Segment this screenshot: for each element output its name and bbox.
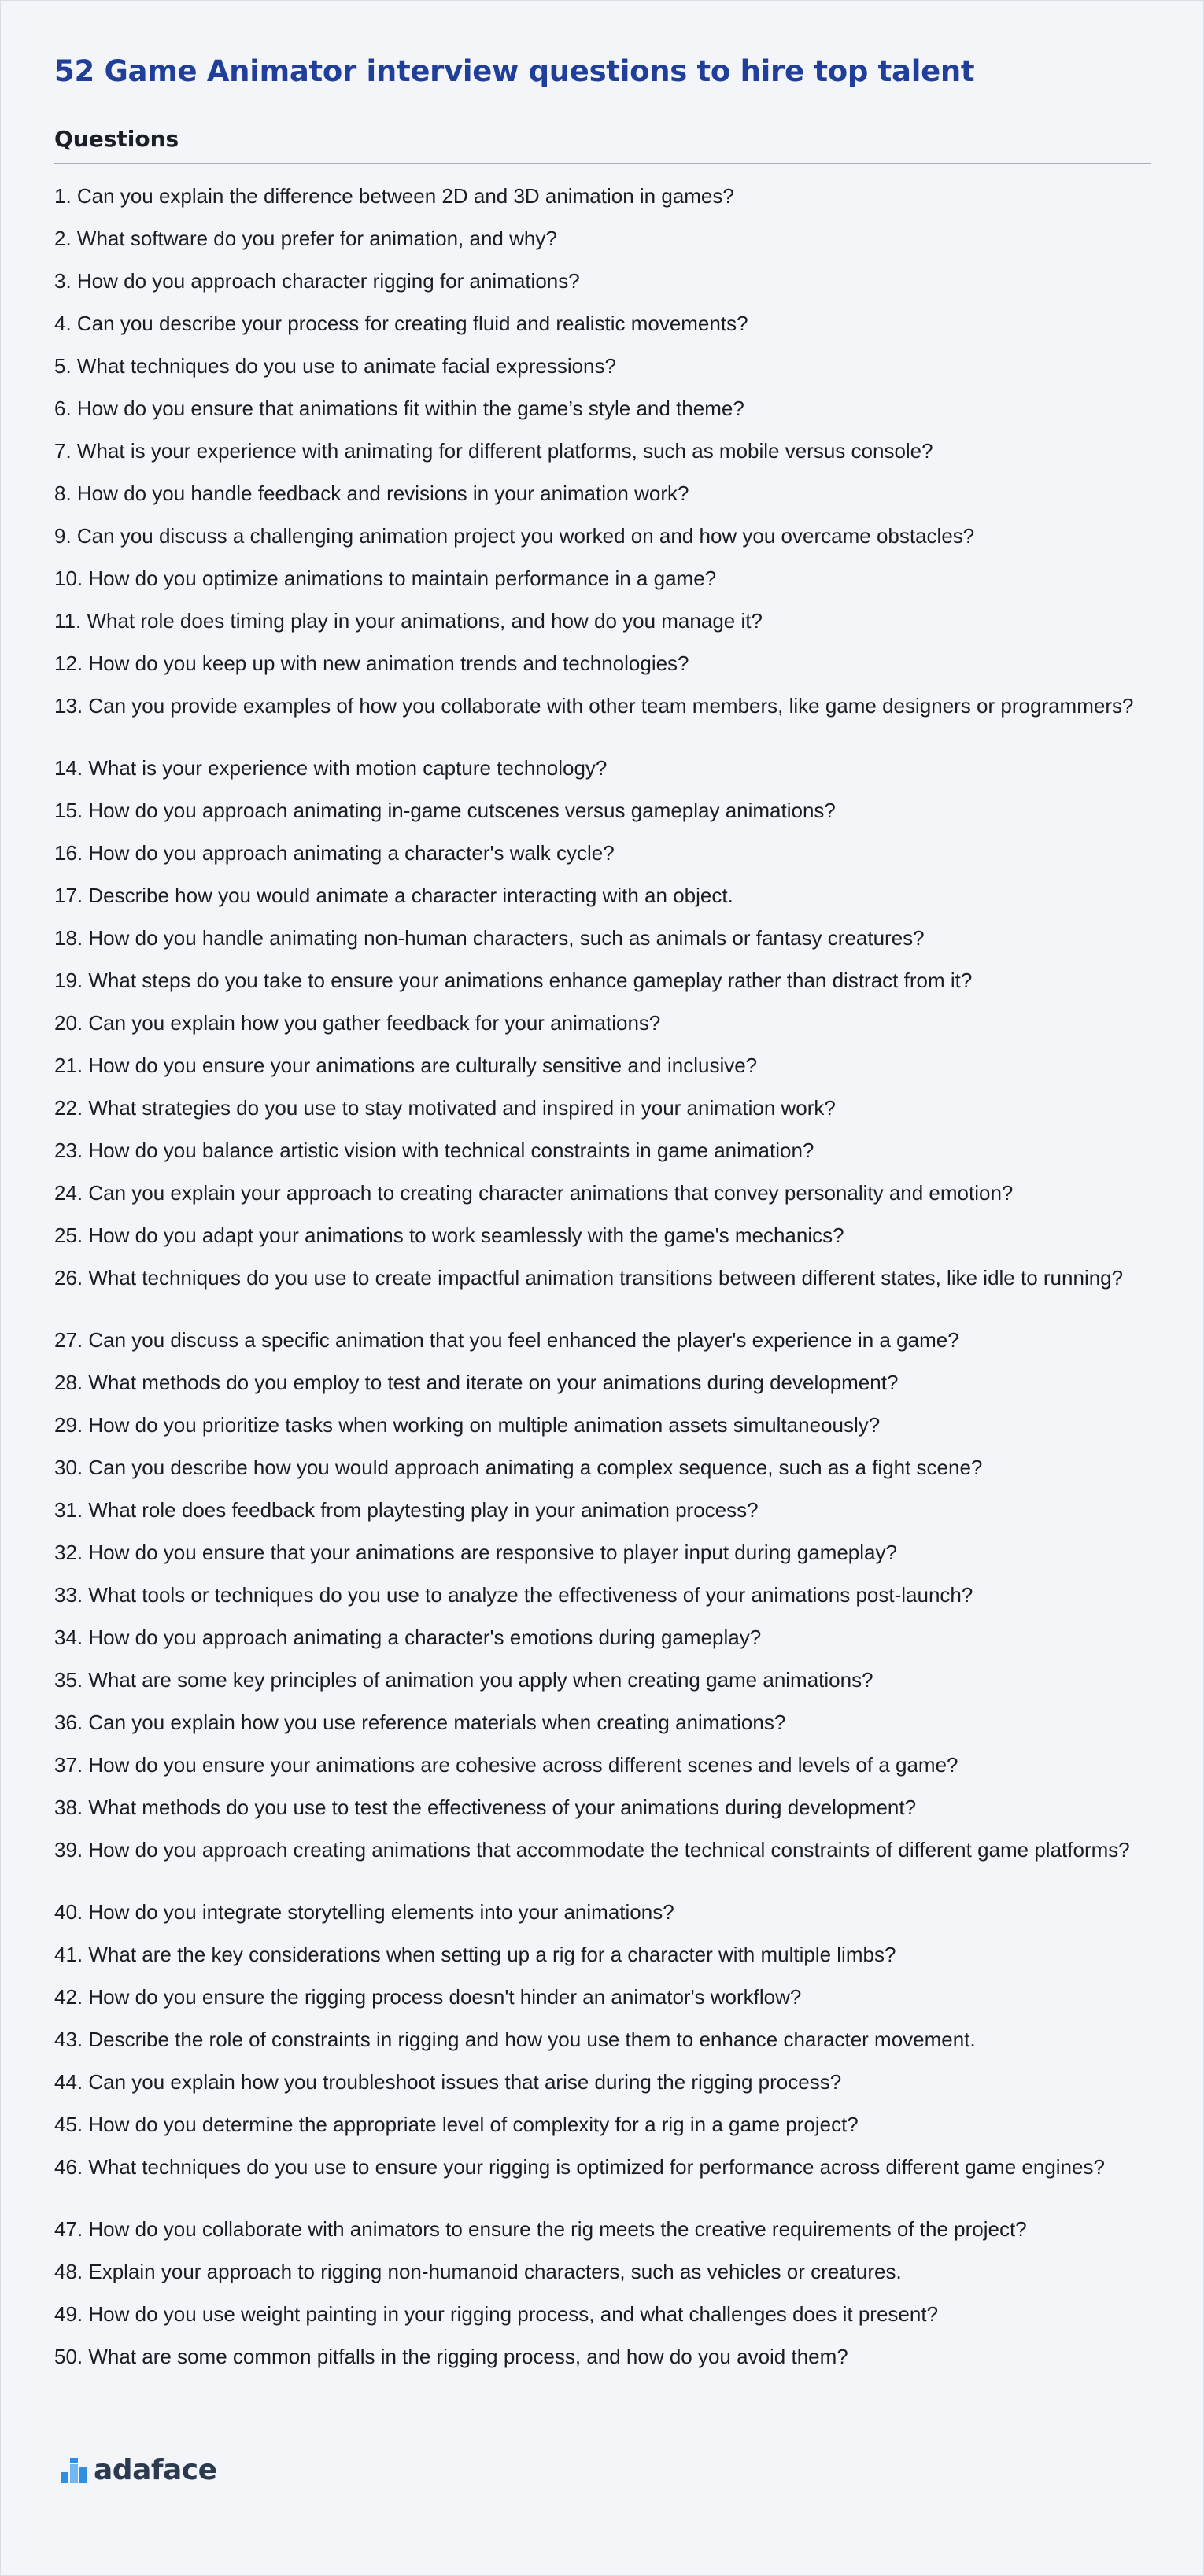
question-item: 35. What are some key principles of animation you apply when creating game animations?: [54, 1668, 873, 1692]
question-item: 4. Can you describe your process for creating fluid and realistic movements?: [54, 312, 748, 335]
question-item: 30. Can you describe how you would approach animating a complex sequence, such as a fight scene?: [54, 1456, 983, 1479]
question-item: 27. Can you discuss a specific animation that you feel enhanced the player's experience in a game?: [54, 1328, 959, 1352]
question-item: 10. How do you optimize animations to maintain performance in a game?: [54, 566, 717, 590]
question-item: 23. How do you balance artistic vision with technical constraints in game animation?: [54, 1139, 814, 1162]
adaface-logo-icon: [61, 2458, 87, 2483]
question-item: 11. What role does timing play in your animations, and how do you manage it?: [54, 609, 763, 633]
question-item: 20. Can you explain how you gather feedback for your animations?: [54, 1011, 661, 1035]
question-item: 25. How do you adapt your animations to work seamlessly with the game's mechanics?: [54, 1223, 844, 1247]
question-item: 3. How do you approach character rigging for animations?: [54, 269, 580, 293]
question-item: 38. What methods do you use to test the effectiveness of your animations during development?: [54, 1795, 917, 1819]
question-item: 21. How do you ensure your animations are culturally sensitive and inclusive?: [54, 1054, 758, 1077]
question-item: 41. What are the key considerations when setting up a rig for a character with multiple limbs?: [54, 1943, 896, 1966]
question-item: 33. What tools or techniques do you use to analyze the effectiveness of your animations post-launch?: [54, 1583, 973, 1607]
section-divider: [54, 163, 1151, 164]
question-item: 22. What strategies do you use to stay motivated and inspired in your animation work?: [54, 1096, 836, 1120]
question-item: 43. Describe the role of constraints in rigging and how you use them to enhance character movement.: [54, 2028, 976, 2051]
question-item: 16. How do you approach animating a character's walk cycle?: [54, 841, 615, 865]
question-item: 15. How do you approach animating in-game cutscenes versus gameplay animations?: [54, 799, 836, 822]
question-item: 44. Can you explain how you troubleshoot issues that arise during the rigging process?: [54, 2070, 842, 2094]
footer-logo[interactable]: [61, 2454, 217, 2486]
question-item: 29. How do you prioritize tasks when working on multiple animation assets simultaneously?: [54, 1413, 881, 1437]
question-item: 18. How do you handle animating non-human characters, such as animals or fantasy creatures?: [54, 926, 925, 950]
question-item: 8. How do you handle feedback and revisions in your animation work?: [54, 482, 689, 505]
question-item: 1. Can you explain the difference between 2D and 3D animation in games?: [54, 184, 734, 208]
question-item: 47. How do you collaborate with animators to ensure the rig meets the creative requirements of the project?: [54, 2217, 1027, 2241]
question-item: 9. Can you discuss a challenging animation project you worked on and how you overcame obstacles?: [54, 524, 975, 548]
question-item: 46. What techniques do you use to ensure your rigging is optimized for performance across different game engines?: [54, 2155, 1105, 2179]
question-item: 36. Can you explain how you use reference materials when creating animations?: [54, 1711, 786, 1734]
question-item: 28. What methods do you employ to test and iterate on your animations during development?: [54, 1371, 899, 1394]
question-item: 7. What is your experience with animating for different platforms, such as mobile versus console?: [54, 439, 933, 463]
question-list: [54, 186, 1151, 2390]
question-item: 45. How do you determine the appropriate level of complexity for a rig in a game project?: [54, 2113, 859, 2136]
question-item: 40. How do you integrate storytelling elements into your animations?: [54, 1900, 674, 1924]
question-item: 13. Can you provide examples of how you collaborate with other team members, like game designers or programmers?: [54, 694, 1134, 718]
question-item: 32. How do you ensure that your animations are responsive to player input during gameplay?: [54, 1541, 897, 1564]
question-item: 5. What techniques do you use to animate facial expressions?: [54, 354, 616, 378]
question-item: 12. How do you keep up with new animation trends and technologies?: [54, 651, 689, 675]
question-item: 6. How do you ensure that animations fit within the game’s style and theme?: [54, 397, 744, 420]
question-item: 24. Can you explain your approach to creating character animations that convey personality and emotion?: [54, 1181, 1014, 1205]
logo-text: adaface: [94, 2454, 217, 2486]
question-item: 48. Explain your approach to rigging non-humanoid characters, such as vehicles or creatures.: [54, 2260, 902, 2283]
page-title: 52 Game Animator interview questions to hire top talent: [54, 54, 975, 88]
question-item: 34. How do you approach animating a character's emotions during gameplay?: [54, 1626, 762, 1649]
question-item: 2. What software do you prefer for animation, and why?: [54, 227, 557, 250]
question-item: 50. What are some common pitfalls in the rigging process, and how do you avoid them?: [54, 2345, 848, 2368]
question-item: 37. How do you ensure your animations are cohesive across different scenes and levels of a game?: [54, 1753, 958, 1777]
section-heading: Questions: [54, 126, 179, 152]
question-item: 14. What is your experience with motion capture technology?: [54, 756, 608, 780]
question-item: 42. How do you ensure the rigging process doesn't hinder an animator's workflow?: [54, 1985, 802, 2009]
question-item: 17. Describe how you would animate a character interacting with an object.: [54, 884, 733, 907]
question-item: 19. What steps do you take to ensure your animations enhance gameplay rather than distract from it?: [54, 969, 973, 992]
question-item: 31. What role does feedback from playtesting play in your animation process?: [54, 1498, 759, 1522]
question-item: 26. What techniques do you use to create impactful animation transitions between different states, like idle to running?: [54, 1266, 1124, 1290]
question-item: 49. How do you use weight painting in your rigging process, and what challenges does it present?: [54, 2302, 939, 2326]
question-item: 39. How do you approach creating animations that accommodate the technical constraints of different game platforms?: [54, 1838, 1130, 1862]
